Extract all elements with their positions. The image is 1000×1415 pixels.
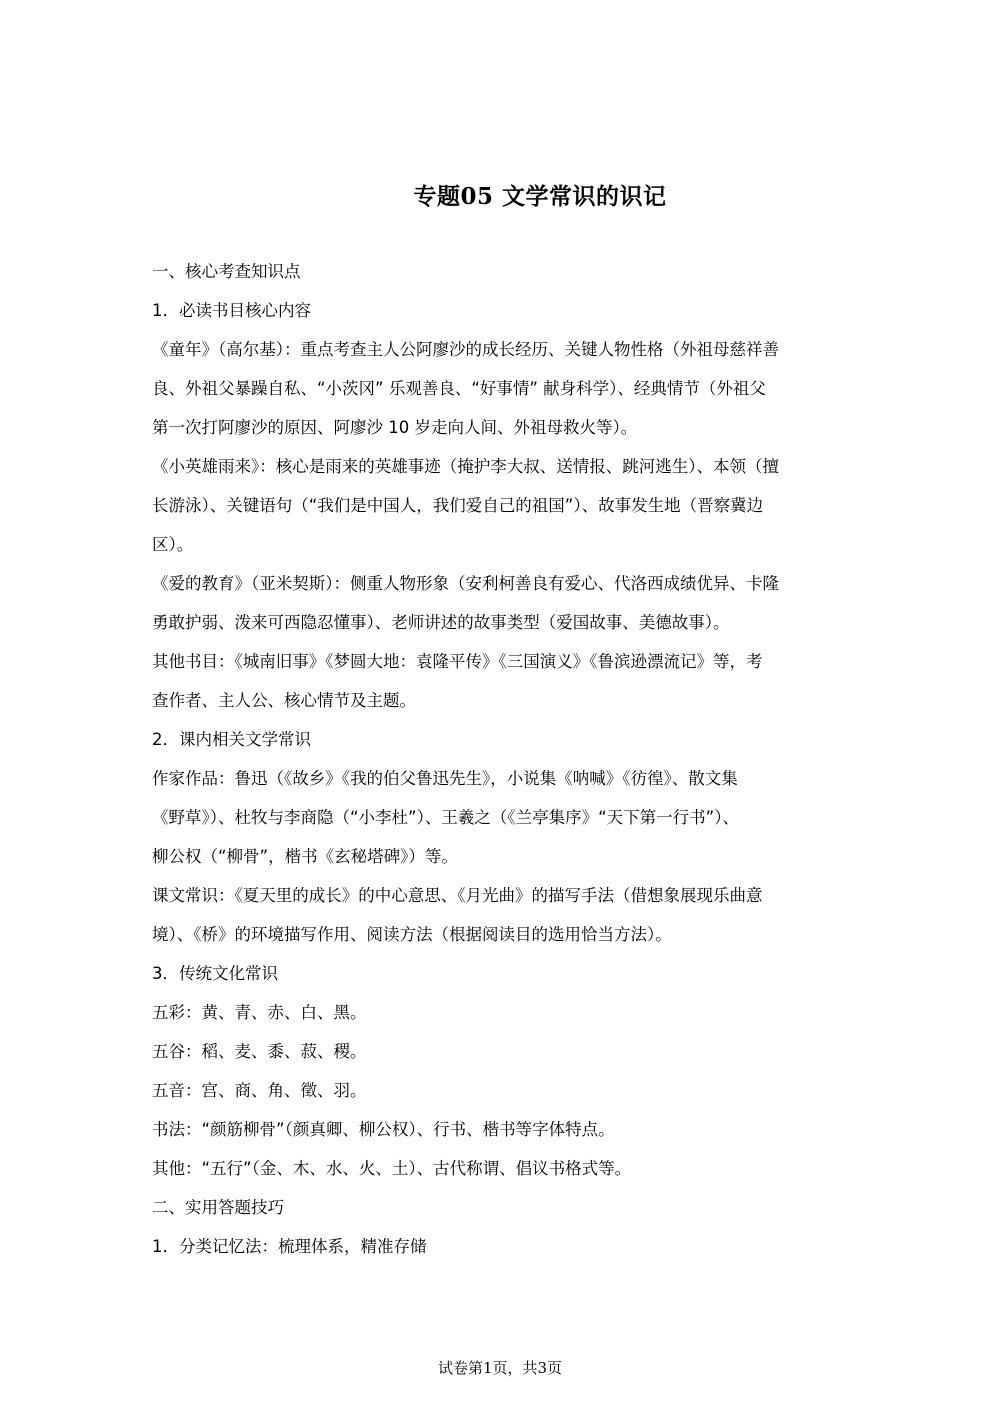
body-line: 五彩：黄、青、赤、白、黑。 [152,1003,367,1022]
body-line: 书法：“颜筋柳骨”（颜真卿、柳公权）、行书、楷书等字体特点。 [152,1120,615,1139]
section-heading: 二、实用答题技巧 [152,1198,284,1217]
body-line: 五谷：稻、麦、黍、菽、稷。 [152,1042,367,1061]
body-line: 其他书目：《城南旧事》《梦圆大地：袁隆平传》《三国演义》《鲁滨逊漂流记》等，考 [152,652,763,671]
body-line: 其他：“五行”（金、木、水、火、土）、古代称谓、倡议书格式等。 [152,1159,632,1178]
body-line: 《童年》（高尔基）：重点考查主人公阿廖沙的成长经历、关键人物性格（外祖母慈祥善 [152,340,779,359]
body-line: 《爱的教育》（亚米契斯）：侧重人物形象（安利柯善良有爱心、代洛西成绩优异、卡隆 [152,574,779,593]
body-line: 良、外祖父暴躁自私、“小茨冈” 乐观善良、“好事情” 献身科学）、经典情节（外祖父 [152,379,766,398]
body-line: 柳公权（“柳骨”，楷书《玄秘塔碑》）等。 [152,847,458,866]
subsection-heading: 1．必读书目核心内容 [152,301,311,320]
page-footer: 试卷第1页，共3页 [437,1359,563,1377]
body-line: 作家作品：鲁迅（《故乡》《我的伯父鲁迅先生》，小说集《呐喊》《彷徨》、散文集 [152,769,738,788]
subsection-heading: 1．分类记忆法：梳理体系，精准存储 [152,1237,427,1256]
section-heading: 一、核心考查知识点 [152,262,301,281]
body-line: 《小英雄雨来》：核心是雨来的英雄事迹（掩护李大叔、送情报、跳河逃生）、本领（擅 [152,457,779,476]
subsection-heading: 3．传统文化常识 [152,964,278,983]
body-line: 境）、《桥》的环境描写作用、阅读方法（根据阅读目的选用恰当方法）。 [152,925,672,944]
document-body [152,252,852,1266]
body-line: 第一次打阿廖沙的原因、阿廖沙 10 岁走向人间、外祖母救火等）。 [152,418,638,437]
body-line: 查作者、主人公、核心情节及主题。 [152,691,416,710]
page-title: 专题05 文学常识的识记 [413,183,667,210]
body-line: 《野草》）、杜牧与李商隐（“小李杜”）、王羲之（《兰亭集序》“天下第一行书”）、 [152,808,739,827]
subsection-heading: 2．课内相关文学常识 [152,730,311,749]
body-line: 课文常识：《夏天里的成长》的中心意思、《月光曲》的描写手法（借想象展现乐曲意 [152,886,763,905]
body-line: 五音：宫、商、角、徵、羽。 [152,1081,367,1100]
body-line: 区）。 [152,535,194,554]
body-line: 勇敢护弱、泼来可西隐忍懂事）、老师讲述的故事类型（爱国故事、美德故事）。 [152,613,730,632]
body-line: 长游泳）、关键语句（“我们是中国人，我们爱自己的祖国”）、故事发生地（晋察冀边 [152,496,764,515]
